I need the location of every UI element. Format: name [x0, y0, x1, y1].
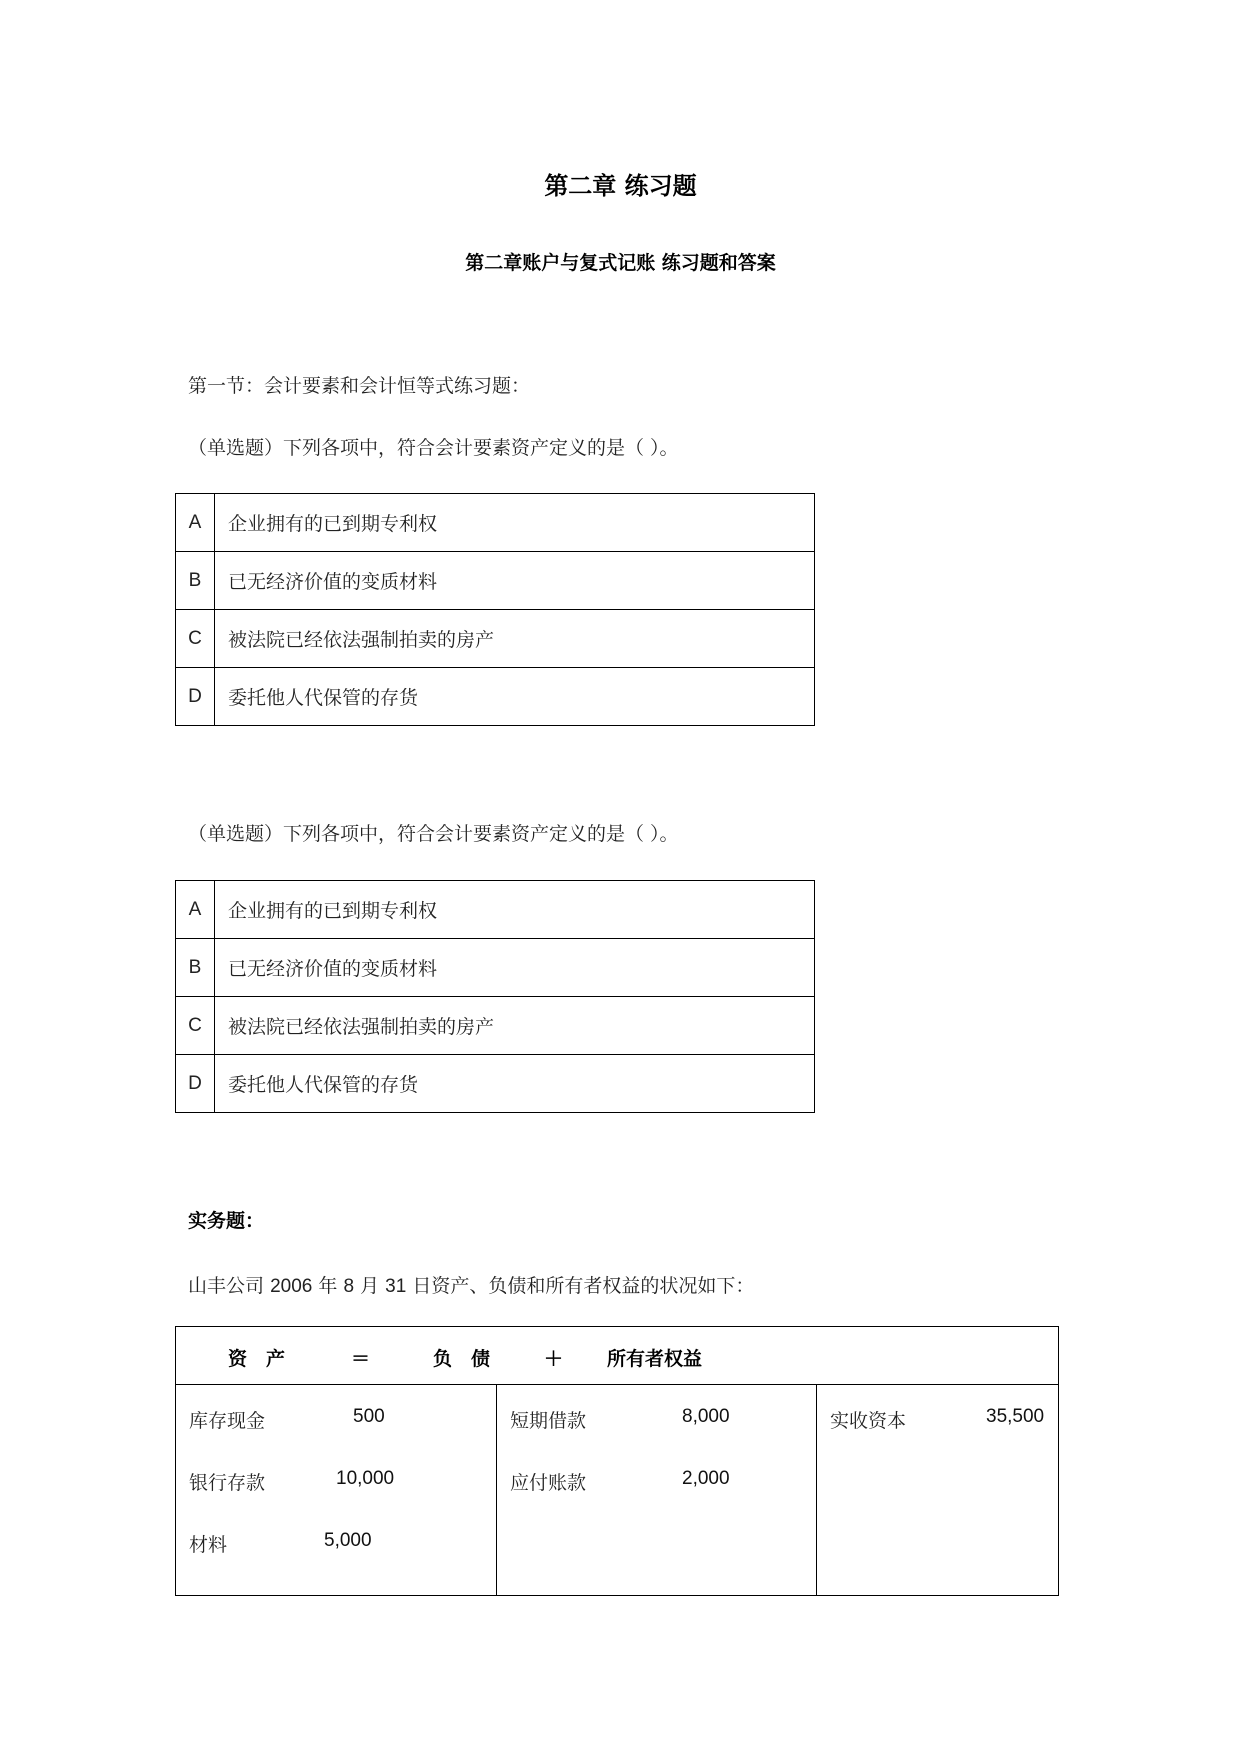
option-row: [176, 668, 815, 726]
option-text: 被法院已经依法强制拍卖的房产: [215, 610, 815, 668]
option-text: 委托他人代保管的存货: [215, 668, 815, 726]
asset-label: 银行存款: [189, 1472, 266, 1494]
section-heading: 第一节：会计要素和会计恒等式练习题：: [188, 375, 531, 397]
intro-year-unit: 年: [318, 1275, 338, 1297]
balance-table: [175, 1326, 1059, 1596]
option-row: [176, 610, 815, 668]
option-text: 已无经济价值的变质材料: [215, 552, 815, 610]
practice-intro: [188, 1271, 754, 1298]
option-text: 被法院已经依法强制拍卖的房产: [215, 997, 815, 1055]
option-letter: C: [176, 997, 215, 1055]
option-text: 已无经济价值的变质材料: [215, 939, 815, 997]
asset-value: 5,000: [324, 1530, 372, 1551]
liability-label: 短期借款: [510, 1410, 587, 1432]
intro-month: 8: [343, 1276, 355, 1297]
balance-header: [176, 1327, 1058, 1385]
option-letter: D: [176, 1055, 215, 1113]
option-row: [176, 997, 815, 1055]
options-table: [175, 880, 815, 1113]
practice-heading: 实务题：: [188, 1210, 265, 1232]
options-table: [175, 493, 815, 726]
page-title: 第二章 练习题: [544, 172, 697, 200]
option-text: 委托他人代保管的存货: [215, 1055, 815, 1113]
equity-value: 35,500: [986, 1406, 1045, 1427]
question-prompt: （单选题）下列各项中，符合会计要素资产定义的是（ ）。: [188, 823, 679, 845]
option-text: 企业拥有的已到期专利权: [215, 494, 815, 552]
column-divider: [496, 1385, 497, 1595]
intro-year: 2006: [270, 1276, 313, 1297]
option-row: [176, 494, 815, 552]
option-letter: A: [176, 494, 215, 552]
header-equity: 所有者权益: [607, 1348, 703, 1370]
asset-label: 库存现金: [189, 1410, 266, 1432]
header-assets: 资 产: [228, 1348, 286, 1370]
option-row: [176, 552, 815, 610]
asset-label: 材料: [189, 1534, 228, 1556]
asset-value: 10,000: [336, 1468, 395, 1489]
liability-value: 2,000: [682, 1468, 730, 1489]
header-liabilities: 负 债: [433, 1348, 491, 1370]
option-letter: A: [176, 881, 215, 939]
option-row: [176, 939, 815, 997]
option-text: 企业拥有的已到期专利权: [215, 881, 815, 939]
option-letter: B: [176, 552, 215, 610]
intro-company: 山丰公司: [188, 1275, 265, 1297]
equity-label: 实收资本: [830, 1410, 907, 1432]
page-subtitle: 第二章账户与复式记账 练习题和答案: [465, 252, 776, 274]
liability-label: 应付账款: [510, 1472, 587, 1494]
option-letter: D: [176, 668, 215, 726]
asset-value: 500: [353, 1406, 385, 1427]
option-row: [176, 881, 815, 939]
question-prompt: （单选题）下列各项中，符合会计要素资产定义的是（ ）。: [188, 437, 679, 459]
liability-value: 8,000: [682, 1406, 730, 1427]
intro-day: 31: [385, 1276, 407, 1297]
intro-rest: 日资产、负债和所有者权益的状况如下：: [412, 1275, 755, 1297]
header-plus: ＋: [544, 1348, 564, 1370]
option-letter: B: [176, 939, 215, 997]
header-equals: ＝: [351, 1348, 371, 1370]
option-letter: C: [176, 610, 215, 668]
column-divider: [816, 1385, 817, 1595]
intro-month-unit: 月: [360, 1275, 380, 1297]
option-row: [176, 1055, 815, 1113]
